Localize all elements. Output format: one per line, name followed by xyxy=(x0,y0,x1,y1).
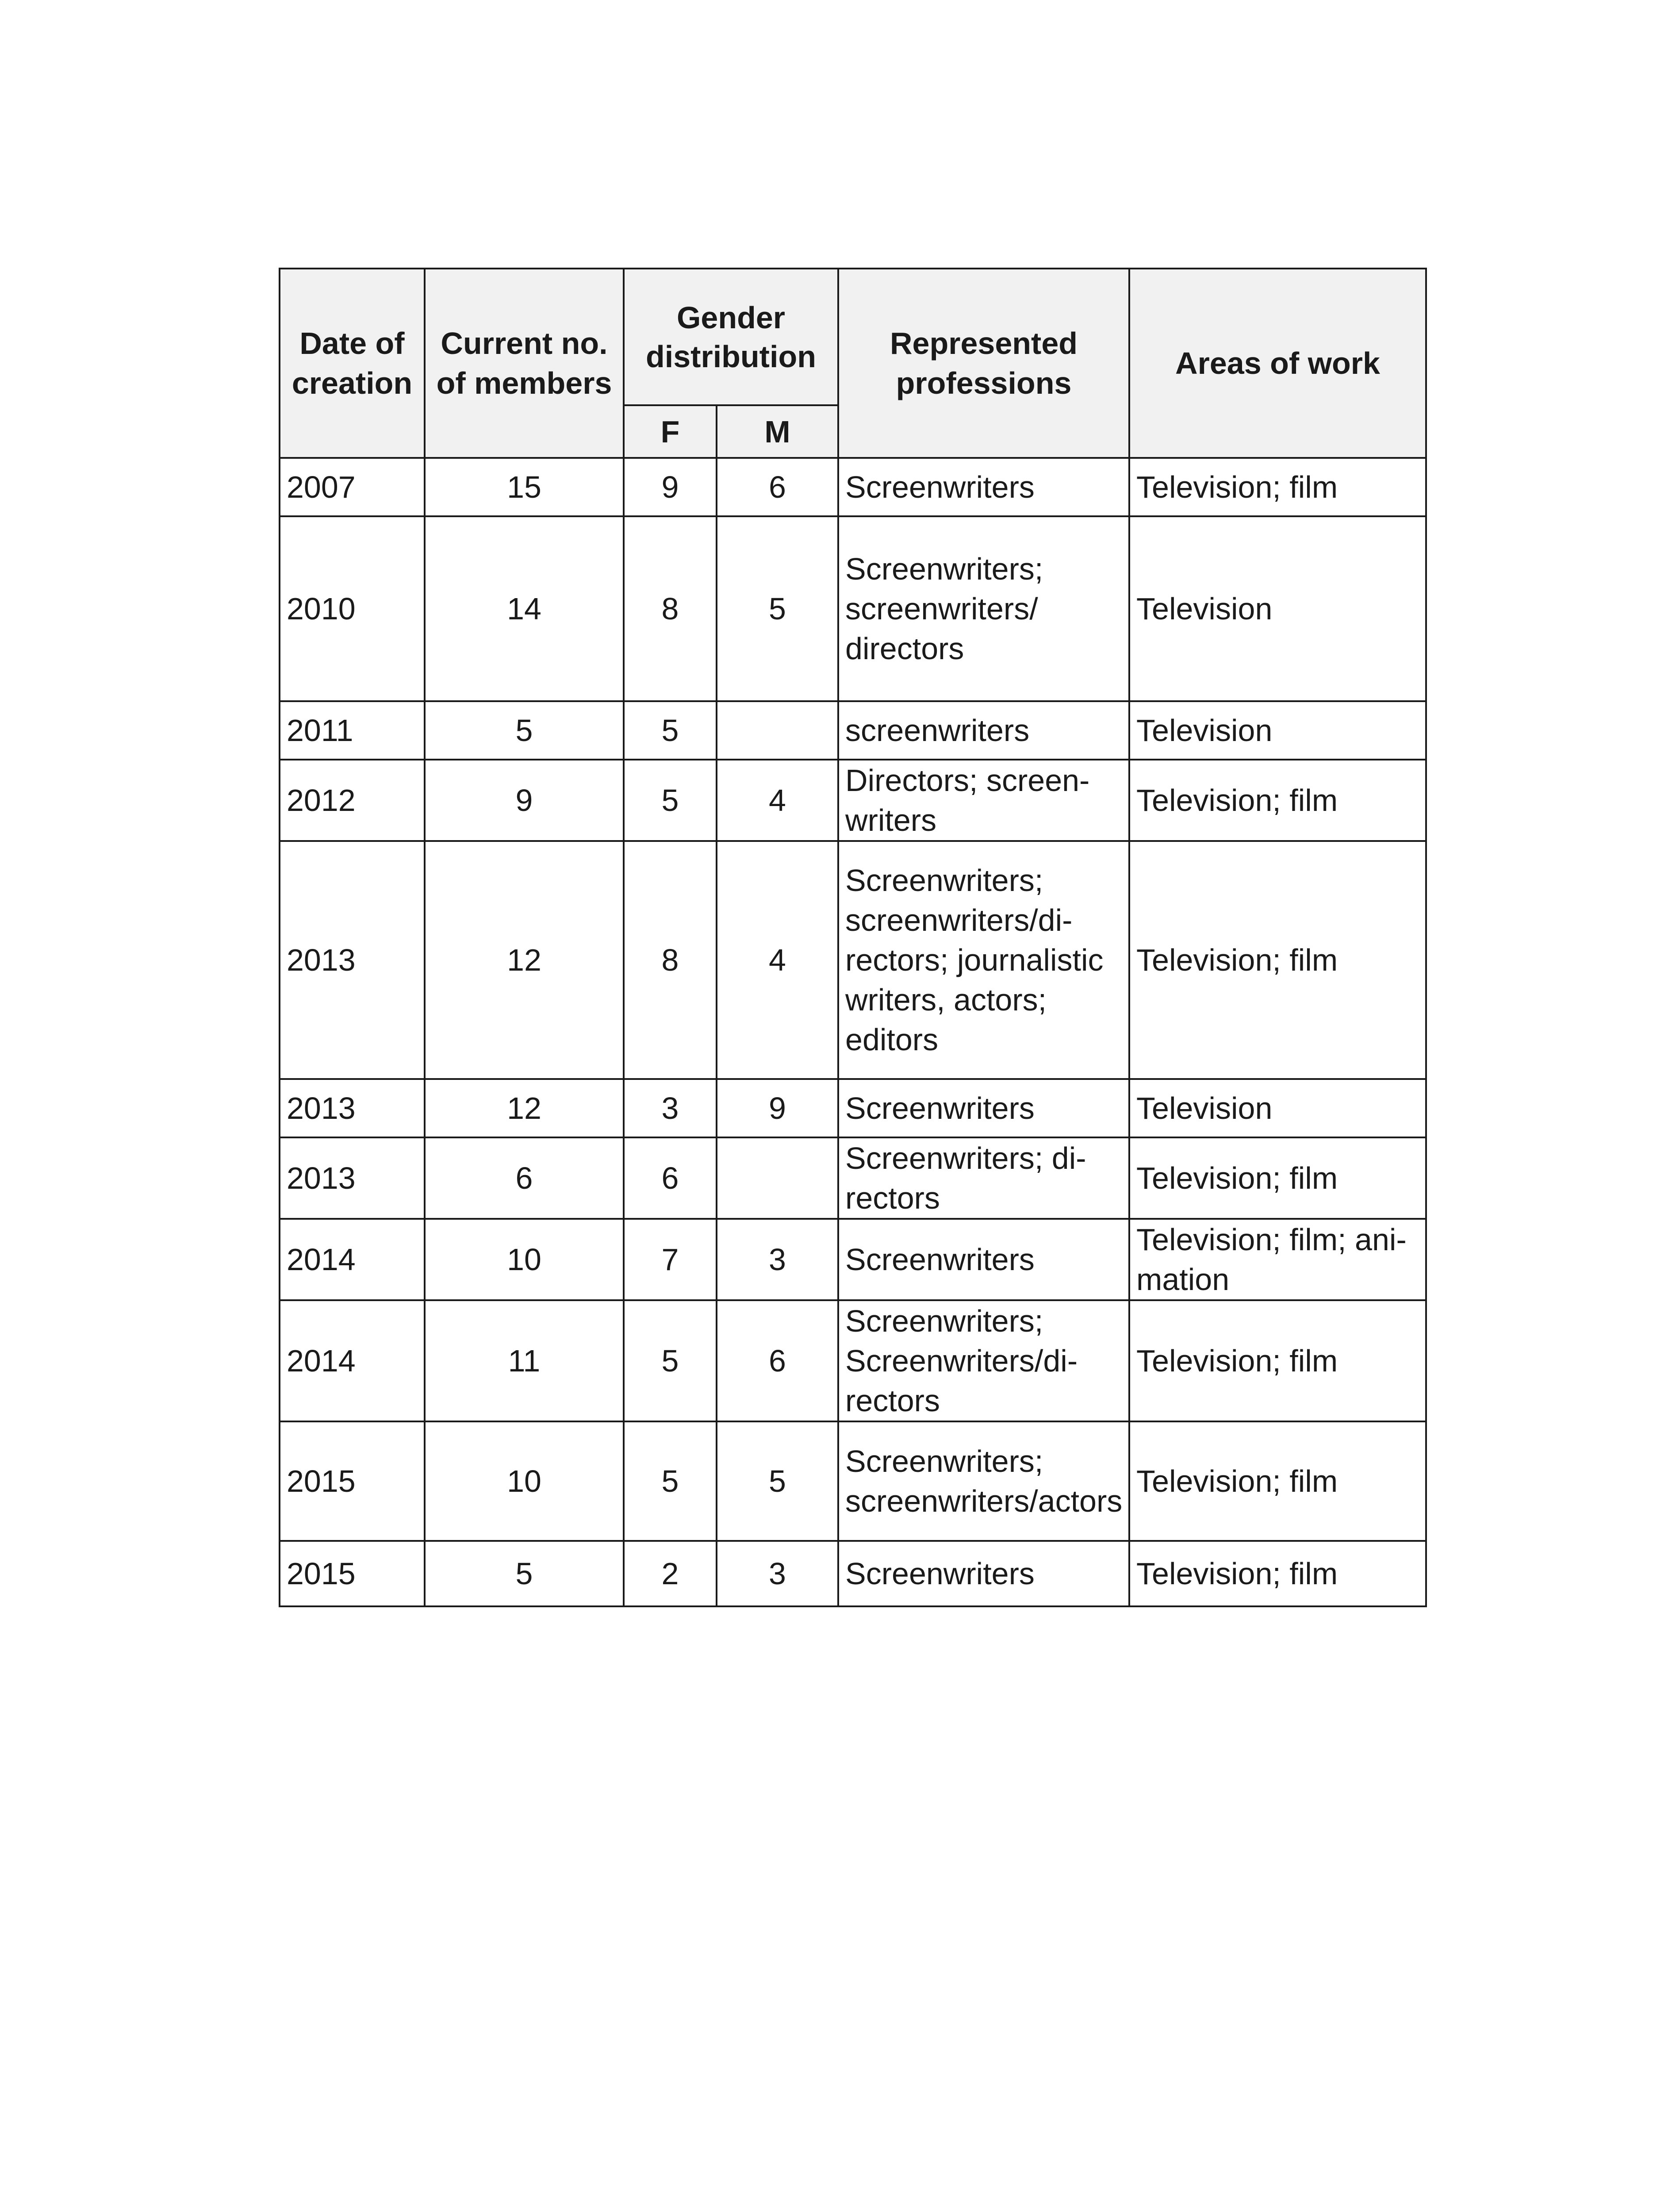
table-row xyxy=(280,1137,1426,1219)
cell-professions: screenwriters xyxy=(838,701,1129,760)
cell-male: 6 xyxy=(717,458,838,516)
table-row xyxy=(280,760,1426,841)
table-row xyxy=(280,1079,1426,1137)
cell-female: 5 xyxy=(624,701,717,760)
table-row xyxy=(280,1541,1426,1606)
cell-date: 2013 xyxy=(280,1079,425,1137)
cell-areas: Television xyxy=(1129,516,1426,701)
cell-areas: Television xyxy=(1129,1079,1426,1137)
cell-female: 9 xyxy=(624,458,717,516)
cell-members: 6 xyxy=(425,1137,624,1219)
cell-members: 15 xyxy=(425,458,624,516)
cell-areas: Television; film xyxy=(1129,1421,1426,1541)
cell-members: 5 xyxy=(425,701,624,760)
cell-female: 8 xyxy=(624,841,717,1079)
table-row xyxy=(280,458,1426,516)
cell-female: 8 xyxy=(624,516,717,701)
cell-date: 2013 xyxy=(280,841,425,1079)
cell-date: 2014 xyxy=(280,1300,425,1421)
cell-members: 14 xyxy=(425,516,624,701)
cell-professions: Screenwriters xyxy=(838,1219,1129,1300)
cell-professions: Screenwriters xyxy=(838,1541,1129,1606)
cell-areas: Television; film xyxy=(1129,841,1426,1079)
cell-date: 2014 xyxy=(280,1219,425,1300)
cell-professions: Screenwriters; screenwriters/ directors xyxy=(838,516,1129,701)
cell-male xyxy=(717,701,838,760)
cell-male: 3 xyxy=(717,1219,838,1300)
header-male: M xyxy=(717,405,838,458)
header-current-members: Current no. of members xyxy=(425,269,624,458)
cell-members: 9 xyxy=(425,760,624,841)
table-row xyxy=(280,1300,1426,1421)
table-header xyxy=(280,269,1426,458)
cell-members: 11 xyxy=(425,1300,624,1421)
cell-areas: Television; film xyxy=(1129,1300,1426,1421)
cell-professions: Screenwriters; di- rectors xyxy=(838,1137,1129,1219)
cell-areas: Television; film xyxy=(1129,1541,1426,1606)
collectives-table xyxy=(279,268,1427,1607)
cell-areas: Television; film xyxy=(1129,458,1426,516)
table-body xyxy=(280,458,1426,1606)
cell-date: 2010 xyxy=(280,516,425,701)
cell-professions: Screenwriters xyxy=(838,458,1129,516)
cell-date: 2012 xyxy=(280,760,425,841)
cell-date: 2015 xyxy=(280,1541,425,1606)
cell-female: 6 xyxy=(624,1137,717,1219)
cell-date: 2011 xyxy=(280,701,425,760)
cell-male: 5 xyxy=(717,1421,838,1541)
cell-female: 7 xyxy=(624,1219,717,1300)
header-female: F xyxy=(624,405,717,458)
table-row xyxy=(280,1219,1426,1300)
cell-members: 10 xyxy=(425,1421,624,1541)
cell-date: 2007 xyxy=(280,458,425,516)
header-date-of-creation: Date of creation xyxy=(280,269,425,458)
cell-professions: Screenwriters xyxy=(838,1079,1129,1137)
cell-areas: Television xyxy=(1129,701,1426,760)
cell-members: 10 xyxy=(425,1219,624,1300)
table-row xyxy=(280,841,1426,1079)
cell-areas: Television; film; ani- mation xyxy=(1129,1219,1426,1300)
cell-male: 6 xyxy=(717,1300,838,1421)
cell-male: 9 xyxy=(717,1079,838,1137)
header-represented-professions: Represented professions xyxy=(838,269,1129,458)
cell-male: 4 xyxy=(717,760,838,841)
cell-female: 5 xyxy=(624,1421,717,1541)
cell-male: 4 xyxy=(717,841,838,1079)
cell-professions: Screenwriters; screenwriters/di- rectors; journalistic writers, actors; editors xyxy=(838,841,1129,1079)
cell-date: 2015 xyxy=(280,1421,425,1541)
cell-female: 5 xyxy=(624,1300,717,1421)
cell-members: 5 xyxy=(425,1541,624,1606)
cell-areas: Television; film xyxy=(1129,760,1426,841)
table-row xyxy=(280,516,1426,701)
cell-female: 2 xyxy=(624,1541,717,1606)
header-gender-distribution: Gender distribution xyxy=(624,269,838,405)
cell-date: 2013 xyxy=(280,1137,425,1219)
cell-members: 12 xyxy=(425,1079,624,1137)
cell-male: 3 xyxy=(717,1541,838,1606)
cell-female: 3 xyxy=(624,1079,717,1137)
header-areas-of-work: Areas of work xyxy=(1129,269,1426,458)
table-row xyxy=(280,701,1426,760)
cell-female: 5 xyxy=(624,760,717,841)
cell-male: 5 xyxy=(717,516,838,701)
cell-male xyxy=(717,1137,838,1219)
cell-professions: Screenwriters; screenwriters/actors xyxy=(838,1421,1129,1541)
cell-professions: Screenwriters; Screenwriters/di- rectors xyxy=(838,1300,1129,1421)
cell-areas: Television; film xyxy=(1129,1137,1426,1219)
table-row xyxy=(280,1421,1426,1541)
cell-professions: Directors; screen- writers xyxy=(838,760,1129,841)
cell-members: 12 xyxy=(425,841,624,1079)
